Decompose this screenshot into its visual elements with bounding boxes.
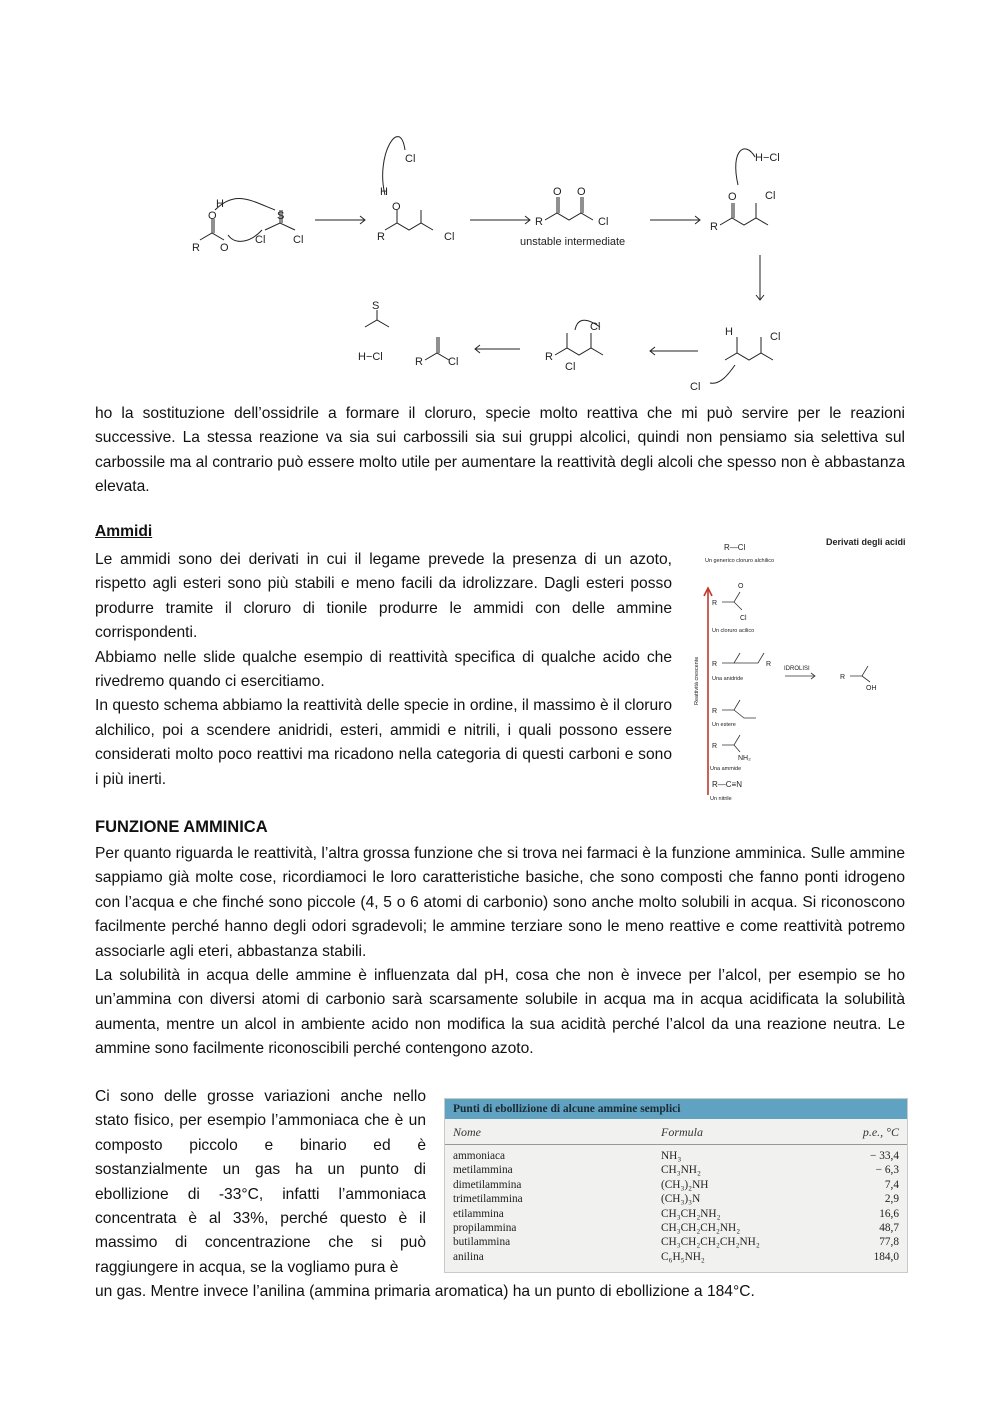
ammidi-paragraph-2: Abbiamo nelle slide qualche esempio di reattività specifica di qualche acido che rivedremo quando ci esercitiamo. (95, 648, 672, 691)
table-title: Punti di ebollizione di alcune ammine semplici (445, 1099, 907, 1119)
funzione-paragraph-1: Per quanto riguarda le reattività, l’altra grossa funzione che si trova nei farmaci è la funzione amminica. Sulle ammine sappiamo già molte cose, ricordiamoci le loro caratteristiche basiche, che sono composti che fanno ponti idrogeno con l’acqua e che finché sono piccole (4, 5 o 6 atomi di carbonio) sono anche molto solubili in acqua. Si riconoscono facilmente perché hanno degli odori sgradevoli; le ammine terziare sono le meno reattive e come reattività potremo associarle agli eteri, abbastanza stabili. (95, 845, 905, 960)
table-cell-formula: CH₃CH₂NH₂ (661, 1207, 721, 1220)
scheme-h-1: H (216, 198, 224, 210)
table-cell-formula: CH₃CH₂CH₂CH₂NH₂ (661, 1236, 760, 1249)
table-cell-bp: 184,0 (873, 1250, 899, 1263)
nitrile-formula: R—C≡N (712, 780, 742, 789)
scheme-o-2: O (208, 210, 217, 222)
table-cell-bp: 48,7 (879, 1222, 899, 1235)
table-cell-name: trimetilammina (453, 1193, 523, 1206)
scheme-o-1: O (220, 242, 229, 254)
scheme-o-6: O (728, 191, 737, 203)
intro-paragraph (95, 402, 905, 500)
table-row (453, 1235, 899, 1249)
acyl-chloride-o: O (738, 583, 744, 590)
hydrolysis-label: IDROLISI (784, 666, 810, 672)
table-cell-name: etilammina (453, 1207, 504, 1220)
table-cell-name: anilina (453, 1250, 484, 1263)
table-cell-name: butilammina (453, 1236, 511, 1249)
scheme-cl-5: Cl (765, 190, 776, 202)
table-body (445, 1145, 907, 1268)
ester-caption: Un estere (712, 722, 736, 728)
ammidi-paragraph-3: In questo schema abbiamo la reattività delle specie in ordine, il massimo è il cloruro alchilico, poi a scendere anidridi, esteri, ammidi e nitrili, i quali possono essere considerati molto poco reattivi ma ricadono nella categoria di questi carboni e sono i più inerti. (95, 697, 672, 788)
table-header-nome: Nome (453, 1125, 481, 1139)
acid-r: R (840, 674, 846, 681)
table-header-formula: Formula (661, 1125, 703, 1139)
scheme-h-2: H (380, 186, 388, 198)
scheme-unstable-label: unstable intermediate (520, 236, 626, 248)
scheme-o-3: O (392, 201, 401, 213)
thionyl-chloride-mechanism-scheme (180, 115, 820, 405)
scheme-r-1: R (192, 242, 200, 254)
amide-caption: Una ammide (710, 766, 742, 772)
scheme-s-1: S (277, 210, 285, 222)
funzione-amminica-section (95, 842, 905, 1062)
table-cell-name: propilammina (453, 1222, 517, 1235)
amide-r: R (712, 743, 718, 750)
table-cell-bp: − 6,3 (875, 1164, 899, 1177)
table-cell-name: metilammina (453, 1164, 513, 1177)
scheme-r-6: R (415, 356, 423, 368)
acid-oh: OH (866, 685, 877, 692)
anhydride-r1: R (712, 661, 718, 668)
scheme-cl-anion-1: Cl (405, 153, 416, 165)
scheme-cl-3: Cl (444, 231, 455, 243)
table-cell-formula: (CH₃)₃N (661, 1193, 701, 1206)
table-cell-name: dimetilammina (453, 1178, 522, 1191)
acyl-chloride-caption: Un cloruro acilico (712, 628, 755, 634)
table-header-pe: p.e., °C (862, 1125, 899, 1139)
table-row (453, 1207, 899, 1221)
table-cell-bp: 2,9 (884, 1193, 899, 1206)
table-header-row (445, 1119, 907, 1145)
stato-fisico-column: Ci sono delle grosse variazioni anche nello stato fisico, per esempio l’ammoniaca che è un composto piccolo e binario ed è sostanzialmente un gas ha un punto di ebollizione di -33°C, infatti l’ammoniaca concentrata è al 33%, perché questo è il massimo di concentrazione che si può raggiungere in acqua, se la vogliamo pura è (95, 1088, 426, 1276)
table-cell-bp: 16,6 (879, 1207, 899, 1220)
scheme-h-3: H (725, 326, 733, 338)
scheme-r-5: R (545, 351, 553, 363)
scheme-o-4: O (553, 186, 562, 198)
scheme-s-so2: S (372, 300, 380, 312)
acyl-chloride-cl: Cl (740, 615, 747, 622)
alkyl-chloride-formula: R—Cl (724, 543, 746, 552)
table-row (453, 1192, 899, 1206)
derivatives-title: Derivati degli acidi (826, 537, 906, 547)
scheme-cl-8: Cl (565, 361, 576, 373)
scheme-cl-6: Cl (770, 331, 781, 343)
table-row (453, 1163, 899, 1177)
table-cell-bp: 77,8 (879, 1236, 899, 1249)
nitrile-caption: Un nitrile (710, 796, 732, 802)
ammidi-heading: Ammidi (95, 523, 153, 540)
alkyl-chloride-caption: Un generico cloruro alchilico (705, 558, 775, 564)
anhydride-caption: Una anidride (712, 676, 744, 682)
scheme-cl-1: Cl (255, 234, 266, 246)
acyl-chloride-r: R (712, 600, 718, 607)
table-cell-formula: (CH₃)₂NH (661, 1178, 709, 1191)
scheme-o-5: O (577, 186, 586, 198)
amide-nh2: NH₂ (738, 755, 751, 762)
funzione-paragraph-2: La solubilità in acqua delle ammine è influenzata dal pH, cosa che non è invece per l’alcol, per esempio se ho un’ammina con diversi atomi di carbonio sarà scarsamente solubile in acqua ma in acqua acidificata la solubilità aumenta, mentre un alcol in ambiente acido non modifica la sua acidità perché l’alcol da una reazione neutra. Le ammine sono facilmente riconoscibili perché contengono azoto. (95, 967, 905, 1058)
table-cell-formula: C₆H₅NH₂ (661, 1250, 705, 1263)
ammidi-paragraph-1: Le ammidi sono dei derivati in cui il legame prevede la presenza di un azoto, rispetto agli esteri sono più stabili e meno facili da idrolizzare. Dagli esteri posso produrre tramite il cloruro di tionile produrre le ammidi con delle ammine corrispondenti. (95, 551, 672, 642)
scheme-cl-7: Cl (590, 321, 601, 333)
table-cell-formula: CH₃CH₂CH₂NH₂ (661, 1222, 741, 1235)
scheme-hcl-2: H−Cl (358, 351, 383, 363)
table-cell-formula: NH₃ (661, 1150, 682, 1162)
table-cell-bp: − 33,4 (870, 1150, 899, 1162)
ammidi-section (95, 548, 672, 792)
funzione-amminica-heading: FUNZIONE AMMINICA (95, 818, 268, 836)
ester-r: R (712, 708, 718, 715)
boiling-points-table (444, 1098, 908, 1273)
scheme-r-4: R (710, 221, 718, 233)
stato-fisico-last-line: un gas. Mentre invece l’anilina (ammina primaria aromatica) ha un punto di ebollizione a 184°C. (95, 1283, 755, 1300)
table-row (453, 1221, 899, 1235)
anhydride-r2: R (766, 661, 772, 668)
table-row (453, 1250, 899, 1264)
table-cell-name: ammoniaca (453, 1150, 506, 1162)
table-row (453, 1178, 899, 1192)
scheme-r-3: R (535, 216, 543, 228)
table-row (453, 1149, 899, 1163)
intro-text: ho la sostituzione dell’ossidrile a formare il cloruro, specie molto reattiva che mi può servire per le reazioni successive. La stessa reazione va sia sui carbossili sia sui gruppi alcolici, quindi non pensiamo sia selettiva sul carbossile ma al contrario può essere molto utile per aumentare la reattività degli alcoli che spesso non è abbastanza elevata. (95, 405, 905, 496)
scheme-r-2: R (377, 231, 385, 243)
acid-derivatives-figure (694, 530, 910, 805)
scheme-cl-2: Cl (293, 234, 304, 246)
scheme-cl-4: Cl (598, 216, 609, 228)
reactivity-axis-label: Reattività crescente (694, 656, 700, 705)
scheme-cl-anion-2: Cl (690, 381, 701, 393)
scheme-cl-9: Cl (448, 356, 459, 368)
table-cell-bp: 7,4 (884, 1178, 899, 1191)
table-cell-formula: CH₃NH₂ (661, 1164, 701, 1177)
scheme-hcl-1: H−Cl (755, 152, 780, 164)
